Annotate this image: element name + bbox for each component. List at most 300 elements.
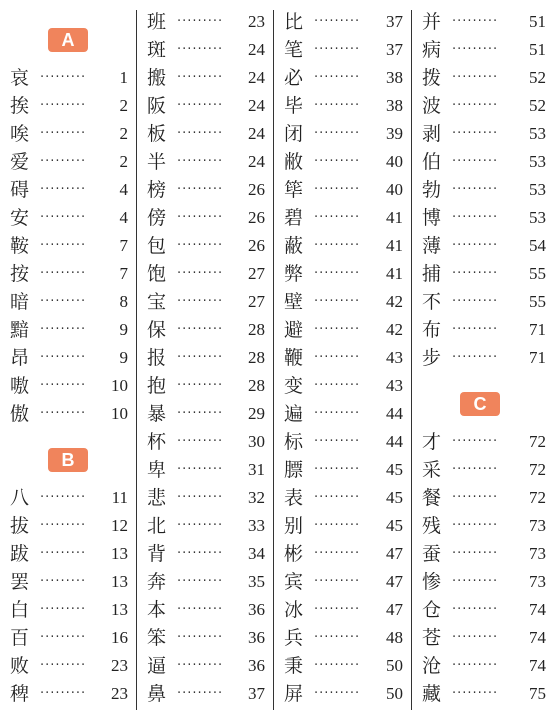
leader-dots: ········· <box>40 126 87 141</box>
index-entry <box>137 36 273 64</box>
leader-dots: ········· <box>452 602 499 617</box>
entry-character: 本 <box>147 599 167 621</box>
entry-character: 笔 <box>284 39 304 61</box>
leader-dots: ········· <box>177 14 224 29</box>
entry-character: 傍 <box>147 207 167 229</box>
entry-character: 稗 <box>10 683 30 705</box>
entry-page-number: 55 <box>529 292 546 311</box>
index-entry <box>137 428 273 456</box>
entry-character: 遍 <box>284 403 304 425</box>
leader-dots: ········· <box>40 602 87 617</box>
entry-character: 白 <box>10 599 30 621</box>
leader-dots: ········· <box>40 210 87 225</box>
index-entry <box>412 680 554 708</box>
leader-dots: ········· <box>314 42 361 57</box>
entry-page-number: 27 <box>248 292 265 311</box>
index-entry <box>274 596 411 624</box>
entry-page-number: 13 <box>111 544 128 563</box>
entry-character: 敝 <box>284 151 304 173</box>
entry-page-number: 10 <box>111 404 128 423</box>
leader-dots: ········· <box>314 434 361 449</box>
entry-character: 比 <box>284 11 304 33</box>
entry-page-number: 54 <box>529 236 546 255</box>
leader-dots: ········· <box>314 406 361 421</box>
entry-page-number: 45 <box>386 460 403 479</box>
entry-page-number: 24 <box>248 152 265 171</box>
index-entry <box>137 456 273 484</box>
entry-page-number: 53 <box>529 180 546 199</box>
index-entry <box>274 36 411 64</box>
index-entry <box>274 652 411 680</box>
entry-character: 斑 <box>147 39 167 61</box>
index-entry <box>412 176 554 204</box>
leader-dots: ········· <box>314 266 361 281</box>
entry-page-number: 42 <box>386 292 403 311</box>
entry-page-number: 37 <box>386 12 403 31</box>
leader-dots: ········· <box>177 238 224 253</box>
entry-page-number: 4 <box>119 180 128 199</box>
index-entry <box>137 120 273 148</box>
index-entry <box>274 484 411 512</box>
leader-dots: ········· <box>177 518 224 533</box>
entry-character: 卑 <box>147 459 167 481</box>
index-entry <box>137 512 273 540</box>
entry-page-number: 41 <box>386 264 403 283</box>
entry-page-number: 10 <box>111 376 128 395</box>
entry-page-number: 51 <box>529 12 546 31</box>
entry-character: 碧 <box>284 207 304 229</box>
leader-dots: ········· <box>452 658 499 673</box>
entry-character: 跋 <box>10 543 30 565</box>
index-entry <box>137 148 273 176</box>
entry-page-number: 16 <box>111 628 128 647</box>
leader-dots: ········· <box>452 98 499 113</box>
entry-character: 剥 <box>422 123 442 145</box>
entry-page-number: 37 <box>248 684 265 703</box>
leader-dots: ········· <box>177 350 224 365</box>
entry-character: 膘 <box>284 459 304 481</box>
leader-dots: ········· <box>314 14 361 29</box>
index-entry <box>274 428 411 456</box>
entry-page-number: 39 <box>386 124 403 143</box>
leader-dots: ········· <box>177 210 224 225</box>
entry-character: 表 <box>284 487 304 509</box>
entry-character: 闭 <box>284 123 304 145</box>
entry-character: 拔 <box>10 515 30 537</box>
index-entry <box>0 344 136 372</box>
entry-page-number: 29 <box>248 404 265 423</box>
entry-character: 杯 <box>147 431 167 453</box>
entry-page-number: 31 <box>248 460 265 479</box>
entry-page-number: 11 <box>111 488 128 507</box>
entry-character: 秉 <box>284 655 304 677</box>
entry-character: 搬 <box>147 67 167 89</box>
entry-page-number: 9 <box>119 348 128 367</box>
leader-dots: ········· <box>40 70 87 85</box>
entry-character: 才 <box>422 431 442 453</box>
entry-page-number: 71 <box>529 348 546 367</box>
index-entry <box>0 540 136 568</box>
leader-dots: ········· <box>177 98 224 113</box>
entry-page-number: 13 <box>111 572 128 591</box>
entry-page-number: 2 <box>119 152 128 171</box>
entry-page-number: 28 <box>248 348 265 367</box>
leader-dots: ········· <box>314 630 361 645</box>
entry-page-number: 4 <box>119 208 128 227</box>
index-entry <box>137 568 273 596</box>
index-entry <box>412 260 554 288</box>
leader-dots: ········· <box>177 546 224 561</box>
index-entry <box>274 568 411 596</box>
leader-dots: ········· <box>40 98 87 113</box>
index-entry <box>274 680 411 708</box>
leader-dots: ········· <box>177 658 224 673</box>
entry-page-number: 38 <box>386 96 403 115</box>
index-entry <box>274 512 411 540</box>
entry-character: 冰 <box>284 599 304 621</box>
index-entry <box>0 484 136 512</box>
leader-dots: ········· <box>314 378 361 393</box>
entry-character: 背 <box>147 543 167 565</box>
index-entry <box>412 484 554 512</box>
index-entry <box>0 316 136 344</box>
entry-character: 榜 <box>147 179 167 201</box>
leader-dots: ········· <box>452 154 499 169</box>
entry-page-number: 36 <box>248 656 265 675</box>
leader-dots: ········· <box>452 70 499 85</box>
entry-character: 伯 <box>422 151 442 173</box>
entry-page-number: 45 <box>386 516 403 535</box>
leader-dots: ········· <box>314 126 361 141</box>
index-entry <box>412 652 554 680</box>
index-entry <box>137 680 273 708</box>
index-entry <box>274 540 411 568</box>
entry-page-number: 48 <box>386 628 403 647</box>
entry-page-number: 53 <box>529 208 546 227</box>
index-entry <box>137 540 273 568</box>
index-entry <box>412 624 554 652</box>
leader-dots: ········· <box>177 154 224 169</box>
entry-character: 黯 <box>10 319 30 341</box>
entry-character: 薄 <box>422 235 442 257</box>
index-column-2 <box>137 0 273 720</box>
entry-page-number: 53 <box>529 124 546 143</box>
entry-page-number: 72 <box>529 488 546 507</box>
index-entry <box>274 288 411 316</box>
index-column-3 <box>274 0 411 720</box>
leader-dots: ········· <box>314 322 361 337</box>
leader-dots: ········· <box>177 434 224 449</box>
entry-character: 抱 <box>147 375 167 397</box>
index-entry <box>0 92 136 120</box>
entry-character: 宾 <box>284 571 304 593</box>
index-entry <box>137 596 273 624</box>
entry-page-number: 27 <box>248 264 265 283</box>
entry-character: 暴 <box>147 403 167 425</box>
entry-character: 弊 <box>284 263 304 285</box>
index-entry <box>412 512 554 540</box>
index-entry <box>0 512 136 540</box>
entry-page-number: 26 <box>248 236 265 255</box>
entry-character: 蚕 <box>422 543 442 565</box>
index-entry <box>412 344 554 372</box>
entry-character: 鼻 <box>147 683 167 705</box>
entry-character: 步 <box>422 347 442 369</box>
entry-character: 昂 <box>10 347 30 369</box>
leader-dots: ········· <box>314 294 361 309</box>
leader-dots: ········· <box>40 518 87 533</box>
leader-dots: ········· <box>314 70 361 85</box>
entry-page-number: 32 <box>248 488 265 507</box>
entry-character: 宝 <box>147 291 167 313</box>
leader-dots: ········· <box>452 462 499 477</box>
leader-dots: ········· <box>40 350 87 365</box>
index-entry <box>274 456 411 484</box>
leader-dots: ········· <box>452 490 499 505</box>
index-entry <box>137 484 273 512</box>
index-entry <box>0 232 136 260</box>
entry-page-number: 28 <box>248 376 265 395</box>
index-entry <box>0 624 136 652</box>
leader-dots: ········· <box>452 210 499 225</box>
index-entry <box>412 8 554 36</box>
index-entry <box>274 204 411 232</box>
entry-page-number: 12 <box>111 516 128 535</box>
leader-dots: ········· <box>177 686 224 701</box>
entry-character: 藏 <box>422 683 442 705</box>
leader-dots: ········· <box>177 630 224 645</box>
leader-dots: ········· <box>452 546 499 561</box>
entry-character: 鞭 <box>284 347 304 369</box>
index-entry <box>412 92 554 120</box>
entry-character: 博 <box>422 207 442 229</box>
leader-dots: ········· <box>40 294 87 309</box>
leader-dots: ········· <box>40 630 87 645</box>
index-entry <box>412 456 554 484</box>
entry-character: 百 <box>10 627 30 649</box>
leader-dots: ········· <box>452 294 499 309</box>
entry-page-number: 2 <box>119 96 128 115</box>
index-entry <box>0 372 136 400</box>
entry-character: 别 <box>284 515 304 537</box>
entry-page-number: 40 <box>386 152 403 171</box>
leader-dots: ········· <box>177 602 224 617</box>
entry-page-number: 73 <box>529 572 546 591</box>
entry-page-number: 44 <box>386 404 403 423</box>
leader-dots: ········· <box>314 350 361 365</box>
leader-dots: ········· <box>40 686 87 701</box>
entry-character: 悲 <box>147 487 167 509</box>
index-entry <box>274 232 411 260</box>
index-entry <box>274 624 411 652</box>
index-entry <box>137 372 273 400</box>
leader-dots: ········· <box>40 322 87 337</box>
entry-page-number: 1 <box>119 68 128 87</box>
entry-character: 变 <box>284 375 304 397</box>
leader-dots: ········· <box>314 574 361 589</box>
index-entry <box>0 176 136 204</box>
index-entry <box>137 260 273 288</box>
entry-character: 班 <box>147 11 167 33</box>
index-entry <box>274 372 411 400</box>
leader-dots: ········· <box>452 518 499 533</box>
entry-page-number: 41 <box>386 236 403 255</box>
leader-dots: ········· <box>452 686 499 701</box>
entry-character: 惨 <box>422 571 442 593</box>
index-entry <box>0 400 136 428</box>
leader-dots: ········· <box>452 238 499 253</box>
entry-character: 北 <box>147 515 167 537</box>
entry-character: 残 <box>422 515 442 537</box>
entry-character: 拨 <box>422 67 442 89</box>
index-entry <box>412 316 554 344</box>
leader-dots: ········· <box>40 658 87 673</box>
leader-dots: ········· <box>314 182 361 197</box>
entry-page-number: 13 <box>111 600 128 619</box>
entry-page-number: 23 <box>248 12 265 31</box>
entry-character: 傲 <box>10 403 30 425</box>
leader-dots: ········· <box>40 490 87 505</box>
index-entry <box>0 120 136 148</box>
index-entry <box>274 176 411 204</box>
leader-dots: ········· <box>177 42 224 57</box>
index-entry <box>137 288 273 316</box>
index-entry <box>412 288 554 316</box>
entry-character: 饱 <box>147 263 167 285</box>
leader-dots: ········· <box>177 378 224 393</box>
index-entry <box>137 400 273 428</box>
leader-dots: ········· <box>40 546 87 561</box>
entry-character: 彬 <box>284 543 304 565</box>
index-entry <box>274 92 411 120</box>
entry-character: 兵 <box>284 627 304 649</box>
index-entry <box>137 232 273 260</box>
entry-page-number: 34 <box>248 544 265 563</box>
entry-character: 唉 <box>10 123 30 145</box>
entry-character: 暗 <box>10 291 30 313</box>
leader-dots: ········· <box>314 154 361 169</box>
leader-dots: ········· <box>314 462 361 477</box>
leader-dots: ········· <box>452 630 499 645</box>
entry-page-number: 52 <box>529 68 546 87</box>
entry-page-number: 53 <box>529 152 546 171</box>
entry-page-number: 23 <box>111 656 128 675</box>
index-entry <box>0 288 136 316</box>
entry-character: 板 <box>147 123 167 145</box>
entry-character: 爱 <box>10 151 30 173</box>
index-entry <box>0 204 136 232</box>
index-entry <box>137 64 273 92</box>
leader-dots: ········· <box>177 574 224 589</box>
entry-character: 屏 <box>284 683 304 705</box>
entry-character: 笨 <box>147 627 167 649</box>
index-entry <box>0 568 136 596</box>
leader-dots: ········· <box>314 98 361 113</box>
entry-character: 安 <box>10 207 30 229</box>
index-column-1 <box>0 0 136 720</box>
entry-page-number: 42 <box>386 320 403 339</box>
entry-character: 包 <box>147 235 167 257</box>
entry-character: 捕 <box>422 263 442 285</box>
entry-page-number: 33 <box>248 516 265 535</box>
entry-page-number: 26 <box>248 180 265 199</box>
leader-dots: ········· <box>177 126 224 141</box>
entry-character: 病 <box>422 39 442 61</box>
leader-dots: ········· <box>314 490 361 505</box>
index-entry <box>137 176 273 204</box>
index-column-4 <box>412 0 554 720</box>
entry-page-number: 24 <box>248 96 265 115</box>
entry-character: 波 <box>422 95 442 117</box>
entry-page-number: 51 <box>529 40 546 59</box>
index-entry <box>137 344 273 372</box>
index-entry <box>0 652 136 680</box>
entry-page-number: 23 <box>111 684 128 703</box>
leader-dots: ········· <box>177 462 224 477</box>
entry-page-number: 43 <box>386 348 403 367</box>
leader-dots: ········· <box>314 518 361 533</box>
leader-dots: ········· <box>452 434 499 449</box>
index-entry <box>0 680 136 708</box>
index-entry <box>274 400 411 428</box>
leader-dots: ········· <box>452 350 499 365</box>
entry-character: 蔽 <box>284 235 304 257</box>
leader-dots: ········· <box>40 378 87 393</box>
entry-page-number: 8 <box>119 292 128 311</box>
index-entry <box>412 148 554 176</box>
index-entry <box>137 204 273 232</box>
entry-character: 筚 <box>284 179 304 201</box>
leader-dots: ········· <box>177 490 224 505</box>
index-entry <box>137 316 273 344</box>
index-entry <box>412 120 554 148</box>
leader-dots: ········· <box>177 266 224 281</box>
index-entry <box>274 64 411 92</box>
index-entry <box>412 596 554 624</box>
leader-dots: ········· <box>452 42 499 57</box>
leader-dots: ········· <box>40 406 87 421</box>
index-entry <box>137 8 273 36</box>
index-entry <box>412 568 554 596</box>
index-entry <box>137 624 273 652</box>
entry-page-number: 73 <box>529 544 546 563</box>
leader-dots: ········· <box>177 322 224 337</box>
entry-page-number: 36 <box>248 628 265 647</box>
entry-character: 并 <box>422 11 442 33</box>
entry-page-number: 55 <box>529 264 546 283</box>
section-badge-c: C <box>460 392 500 416</box>
entry-character: 嗷 <box>10 375 30 397</box>
entry-page-number: 71 <box>529 320 546 339</box>
entry-character: 鞍 <box>10 235 30 257</box>
entry-character: 阪 <box>147 95 167 117</box>
entry-page-number: 75 <box>529 684 546 703</box>
entry-character: 布 <box>422 319 442 341</box>
index-entry <box>0 148 136 176</box>
leader-dots: ········· <box>40 266 87 281</box>
index-entry <box>412 204 554 232</box>
entry-page-number: 35 <box>248 572 265 591</box>
entry-page-number: 72 <box>529 460 546 479</box>
entry-page-number: 30 <box>248 432 265 451</box>
entry-page-number: 74 <box>529 628 546 647</box>
entry-character: 餐 <box>422 487 442 509</box>
entry-page-number: 73 <box>529 516 546 535</box>
entry-page-number: 24 <box>248 124 265 143</box>
entry-character: 壁 <box>284 291 304 313</box>
entry-character: 八 <box>10 487 30 509</box>
entry-page-number: 52 <box>529 96 546 115</box>
